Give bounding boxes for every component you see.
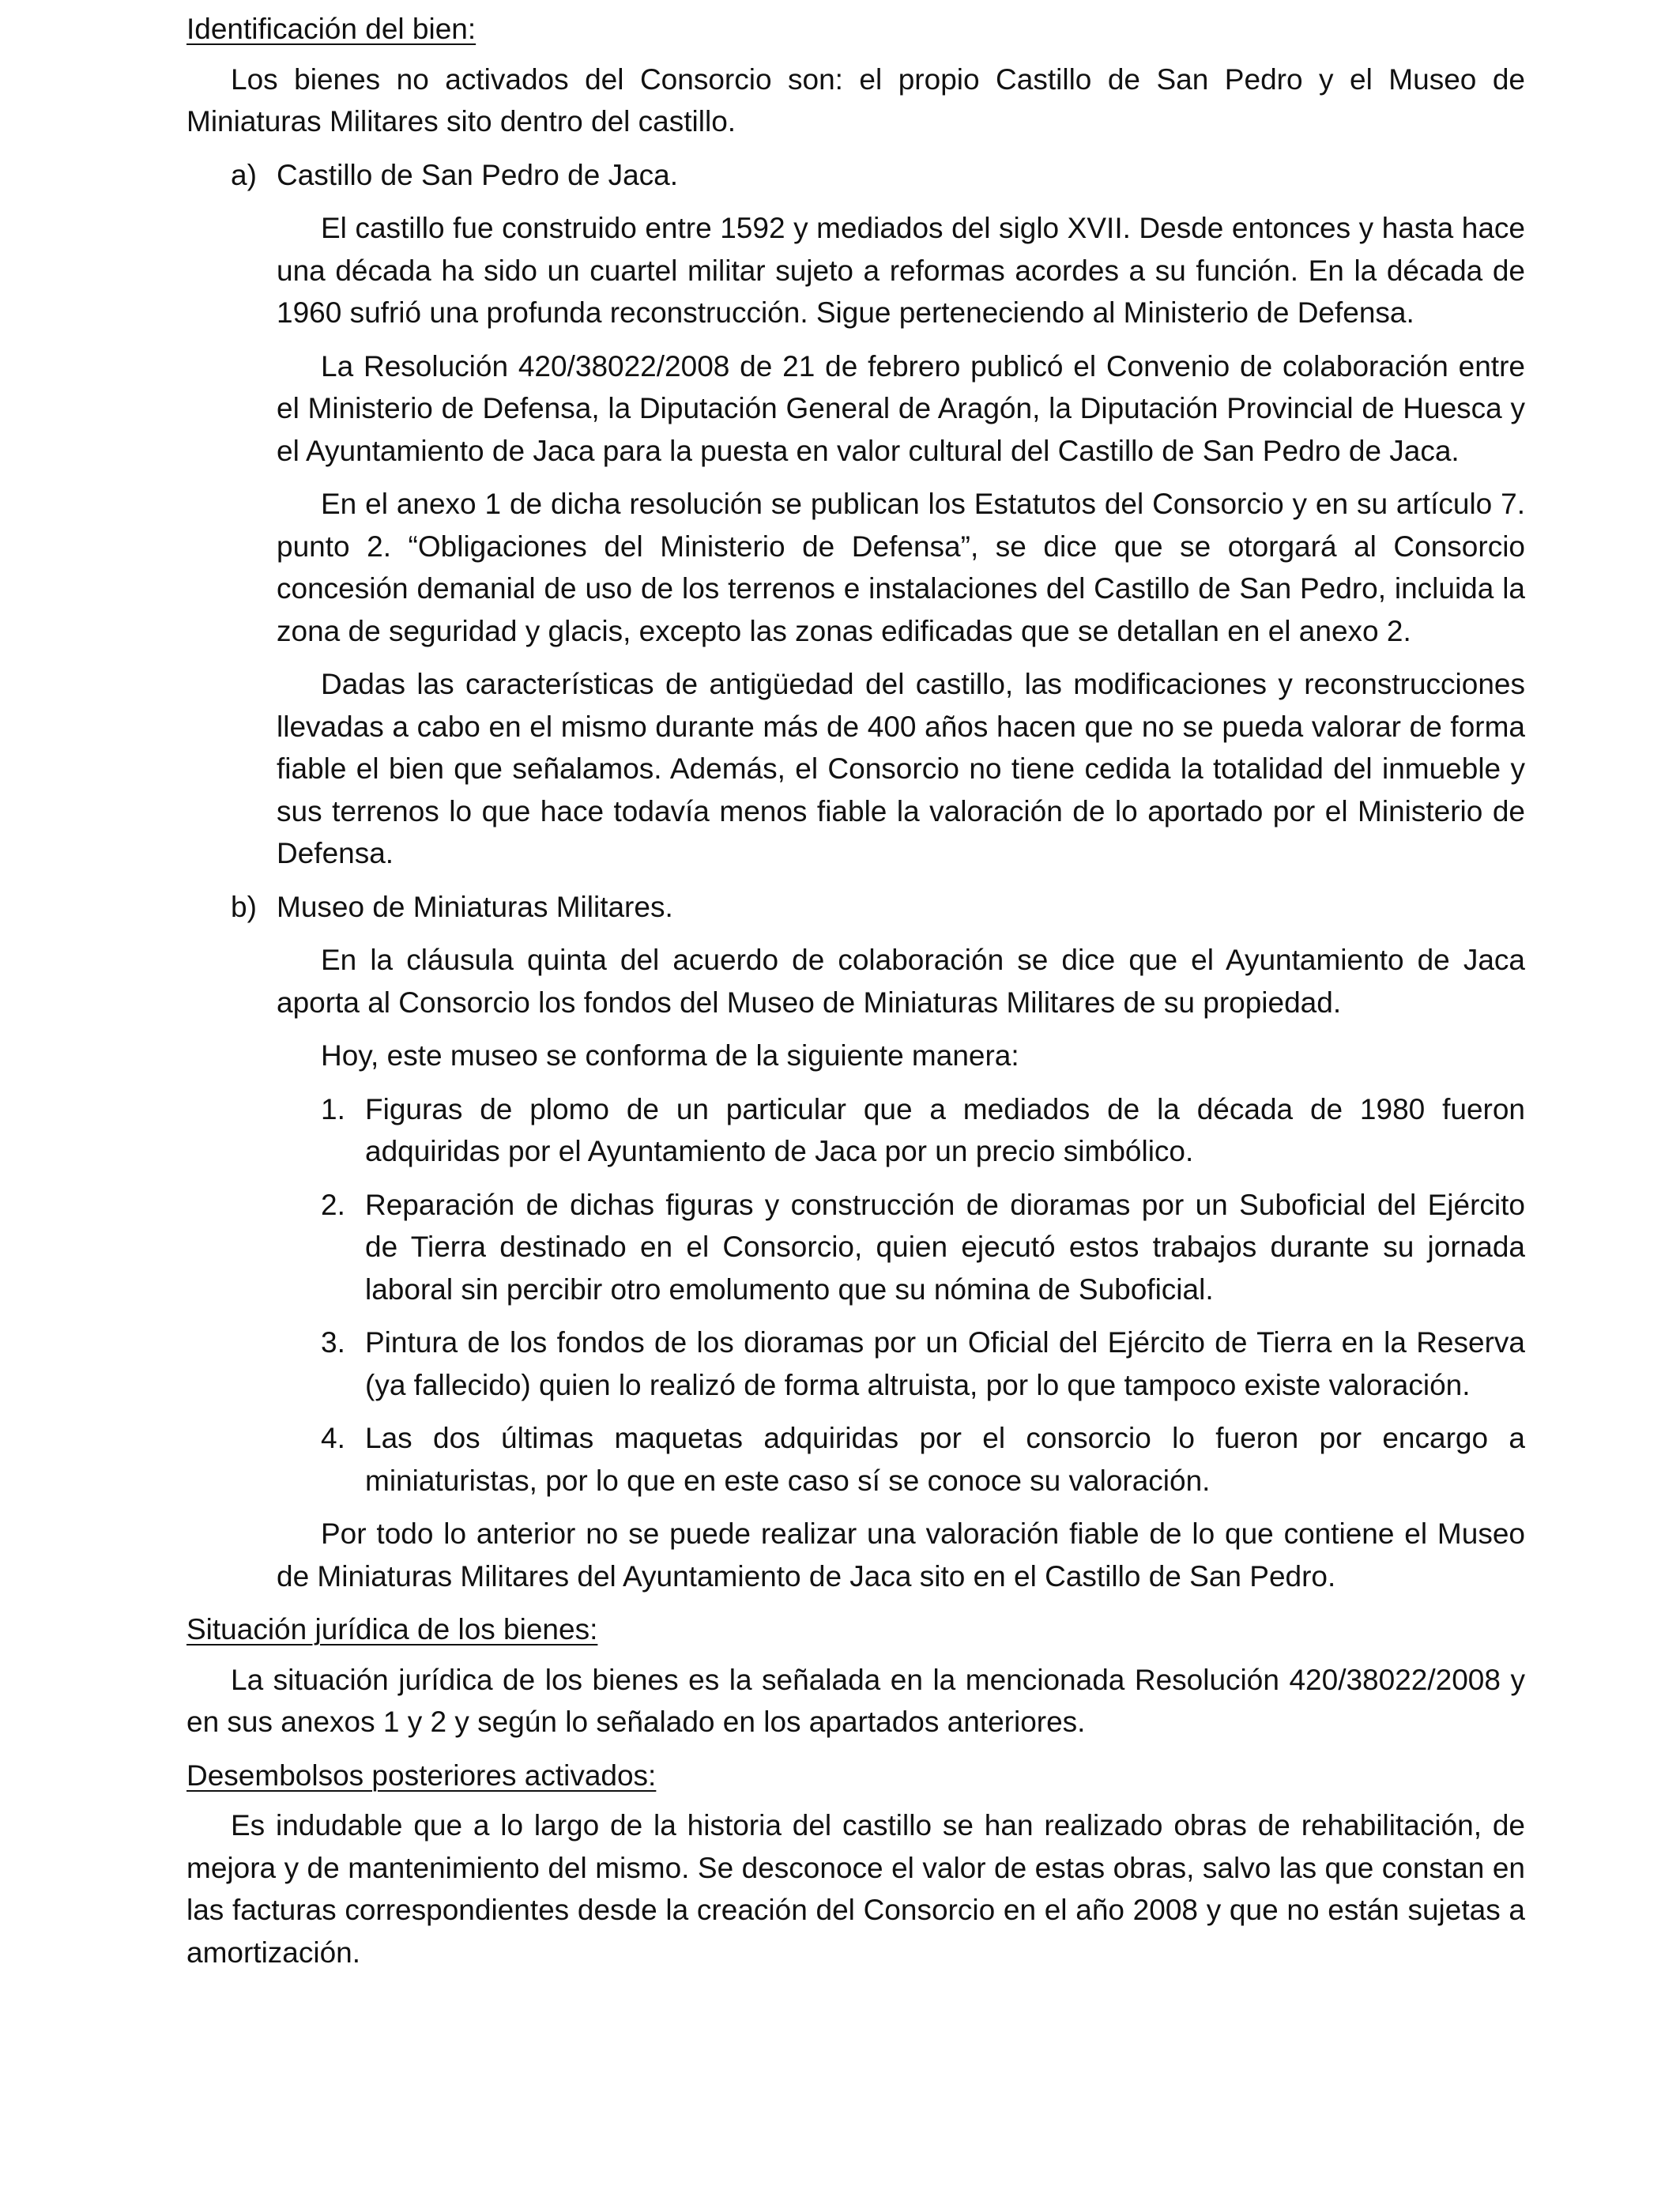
list-item-text: Pintura de los fondos de los dioramas por un Oficial del Ejército de Tierra en la Reserva (ya fallecido) quien lo realizó de forma altruista, por lo que tampoco existe valoración. bbox=[365, 1326, 1525, 1401]
list-item bbox=[277, 1184, 1525, 1311]
paragraph: Dadas las características de antigüedad del castillo, las modificaciones y reconstrucciones llevadas a cabo en el mismo durante más de 400 años hacen que no se pueda valorar de forma fiable el bien que señalamos. Además, el Consorcio no tiene cedida la totalidad del inmueble y sus terrenos lo que hace todavía menos fiable la valoración de lo aportado por el Ministerio de Defensa. bbox=[277, 668, 1525, 869]
subitem-marker: b) bbox=[231, 890, 257, 923]
list-item-number: 1. bbox=[321, 1092, 345, 1125]
section-desembolsos bbox=[186, 1755, 1525, 1974]
section-situacion bbox=[186, 1608, 1525, 1744]
paragraph: En el anexo 1 de dicha resolución se publican los Estatutos del Consorcio y en su artículo 7. punto 2. “Obligaciones del Ministerio de Defensa”, se dice que se otorgará al Consorcio concesión demanial de uso de los terrenos e instalaciones del Castillo de San Pedro, incluida la zona de seguridad y glacis, excepto las zonas edificadas que se detallan en el anexo 2. bbox=[277, 488, 1525, 647]
museo-numbered-list bbox=[186, 1088, 1525, 1502]
list-item-text: Figuras de plomo de un particular que a mediados de la década de 1980 fueron adquiridas por el Ayuntamiento de Jaca por un precio simbólico. bbox=[365, 1092, 1525, 1167]
list-item-number: 4. bbox=[321, 1422, 345, 1454]
closing-paragraph: Por todo lo anterior no se puede realizar una valoración fiable de lo que contiene el Museo de Miniaturas Militares del Ayuntamiento de Jaca sito en el Castillo de San Pedro. bbox=[277, 1517, 1525, 1593]
paragraph: Es indudable que a lo largo de la historia del castillo se han realizado obras de rehabilitación, de mejora y de mantenimiento del mismo. Se desconoce el valor de estas obras, salvo las que constan en las facturas correspondientes desde la creación del Consorcio en el año 2008 y que no están sujetas a amortización. bbox=[186, 1809, 1525, 1969]
museo-body bbox=[186, 939, 1525, 1077]
section-identificacion bbox=[186, 8, 1525, 1597]
list-item-text: Las dos últimas maquetas adquiridas por el consorcio lo fueron por encargo a miniaturistas, por lo que en este caso sí se conoce su valoración. bbox=[365, 1422, 1525, 1497]
list-item-text: Reparación de dichas figuras y construcción de dioramas por un Suboficial del Ejército de Tierra destinado en el Consorcio, quien ejecutó estos trabajos durante su jornada laboral sin percibir otro emolumento que su nómina de Suboficial. bbox=[365, 1188, 1525, 1306]
list-item-number: 3. bbox=[321, 1326, 345, 1359]
list-item-number: 2. bbox=[321, 1188, 345, 1221]
paragraph: La situación jurídica de los bienes es la señalada en la mencionada Resolución 420/38022/2008 y en sus anexos 1 y 2 y según lo señalado en los apartados anteriores. bbox=[186, 1663, 1525, 1738]
section-heading: Identificación del bien: bbox=[186, 13, 477, 45]
subitem-title: Museo de Miniaturas Militares. bbox=[277, 890, 673, 923]
paragraph: En la cláusula quinta del acuerdo de colaboración se dice que el Ayuntamiento de Jaca aporta al Consorcio los fondos del Museo de Miniaturas Militares de su propiedad. bbox=[277, 944, 1525, 1019]
paragraph: El castillo fue construido entre 1592 y mediados del siglo XVII. Desde entonces y hasta hace una década ha sido un cuartel militar sujeto a reformas acordes a su función. En la década de 1960 sufrió una profunda reconstrucción. Sigue perteneciendo al Ministerio de Defensa. bbox=[277, 212, 1525, 329]
subitem-castillo bbox=[186, 154, 1525, 197]
subitem-marker: a) bbox=[231, 158, 257, 191]
subitem-title: Castillo de San Pedro de Jaca. bbox=[277, 158, 679, 191]
intro-paragraph: Los bienes no activados del Consorcio son: el propio Castillo de San Pedro y el Museo de Miniaturas Militares sito dentro del castillo. bbox=[186, 62, 1525, 138]
section-heading: Desembolsos posteriores activados: bbox=[186, 1759, 657, 1792]
subitem-museo bbox=[186, 886, 1525, 929]
paragraph: La Resolución 420/38022/2008 de 21 de febrero publicó el Convenio de colaboración entre el Ministerio de Defensa, la Diputación General de Aragón, la Diputación Provincial de Huesca y el Ayuntamiento de Jaca para la puesta en valor cultural del Castillo de San Pedro de Jaca. bbox=[277, 349, 1525, 467]
list-item bbox=[277, 1417, 1525, 1502]
list-item bbox=[277, 1321, 1525, 1406]
museo-closing bbox=[186, 1513, 1525, 1597]
list-item bbox=[277, 1088, 1525, 1173]
paragraph: Hoy, este museo se conforma de la siguiente manera: bbox=[321, 1039, 1019, 1072]
section-heading: Situación jurídica de los bienes: bbox=[186, 1613, 598, 1646]
castillo-body bbox=[186, 207, 1525, 875]
